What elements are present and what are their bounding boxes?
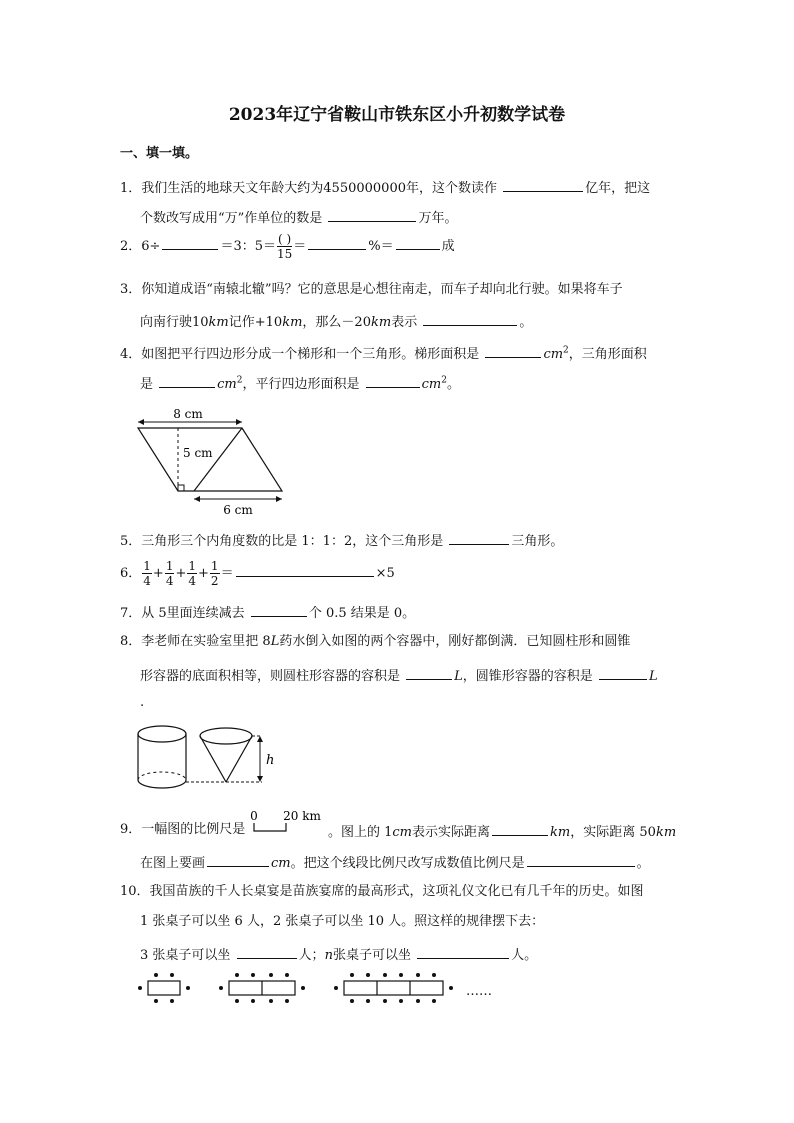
- seat-dot: [170, 999, 174, 1003]
- seat-dot: [235, 999, 239, 1003]
- q3-unit-km-3: km: [370, 315, 392, 330]
- q4-parallelogram-figure: [130, 402, 290, 518]
- q4-right-angle-mark: [178, 485, 184, 491]
- q4-unit-sup: 2: [563, 345, 569, 356]
- seat-dot: [154, 999, 158, 1003]
- q4-top-arrow-right: [236, 419, 242, 425]
- q4-blank-1[interactable]: [485, 345, 541, 358]
- seat-dot: [154, 973, 158, 977]
- q8-cylinder-bottom-back: [138, 772, 186, 780]
- q8-cylinder-bottom-front: [138, 780, 186, 788]
- q3-text-a: 你知道成语“南辕北辙”吗？它的意思是心想往南走，而车子却向北行驶。如果将车子: [141, 282, 623, 297]
- q3-text-d: ，那么－20: [302, 315, 371, 330]
- q8-text-d: ，圆锥形容器的容积是: [462, 669, 593, 684]
- q4-blank-2[interactable]: [159, 375, 215, 388]
- q8-blank-2[interactable]: [599, 667, 647, 680]
- seat-dot: [269, 999, 273, 1003]
- q9-unit-cm-2: cm: [271, 856, 291, 871]
- seat-dot: [383, 973, 387, 977]
- seat-dot: [269, 973, 273, 977]
- q6-fraction-4: [210, 560, 220, 587]
- q4-top-arrow-left: [138, 419, 144, 425]
- q8-text-a: 李老师在实验室里把 8: [141, 634, 271, 649]
- seat-dot: [186, 986, 190, 990]
- q6-number: 6．: [120, 566, 142, 581]
- seat-dot: [334, 986, 338, 990]
- q1-line2: [140, 209, 457, 225]
- q6-fraction-3-den: 4: [188, 574, 197, 588]
- q2-text-c: ＝: [293, 239, 307, 254]
- q7-text-b: 个 0.5 结果是 0。: [308, 606, 416, 621]
- q9-unit-km-2: km: [655, 825, 677, 840]
- q7-line: [120, 604, 415, 620]
- q4-bottom-arrow-left: [194, 496, 200, 502]
- seat-dot: [432, 973, 436, 977]
- q9-number: 9．: [120, 822, 142, 837]
- q4-line2: [140, 375, 460, 391]
- seat-dot: [170, 973, 174, 977]
- seat-dot: [432, 999, 436, 1003]
- q6-blank[interactable]: [236, 564, 374, 577]
- table-1: [148, 981, 180, 995]
- q6-line: [120, 560, 395, 587]
- q9-scale-label: 20 km: [283, 809, 321, 823]
- q8-h-arrow-bottom: [257, 776, 263, 782]
- q1-text-b: 亿年，把这: [585, 181, 651, 196]
- q2-number: 2．: [120, 239, 142, 254]
- q3-text-f: 。: [519, 315, 533, 330]
- q10-n: n: [324, 948, 333, 963]
- q5-text-a: 三角形三个内角度数的比是 1：1：2，这个三角形是: [141, 534, 444, 549]
- q1-blank-1[interactable]: [503, 179, 583, 192]
- q6-equals: ＝: [220, 566, 234, 581]
- q10-text-e: 张桌子可以坐: [332, 948, 411, 963]
- q4-unit-cm-3: cm: [421, 377, 442, 392]
- q9-text-d: ，实际距离 50: [570, 825, 656, 840]
- q10-one-table: [138, 973, 190, 1003]
- q9-text-f: 。把这个线段比例尺改写成数值比例尺是: [290, 856, 525, 871]
- q3-line1: [120, 283, 623, 296]
- q8-cone-top: [200, 728, 252, 744]
- q2-text-d: %＝: [368, 239, 394, 254]
- q3-blank[interactable]: [423, 313, 517, 326]
- q4-text-e: 。: [447, 377, 461, 392]
- seat-dot: [350, 973, 354, 977]
- q10-ellipsis: ……: [466, 984, 492, 999]
- q2-fraction-denominator: 15: [277, 247, 293, 261]
- q5-number: 5．: [120, 534, 142, 549]
- q6-plus-3: +: [198, 566, 209, 581]
- q6-fraction-1-den: 4: [143, 574, 151, 588]
- q9-scale-bar: [250, 808, 326, 836]
- q4-unit-sup-3: 2: [441, 375, 447, 386]
- q9-blank-2[interactable]: [207, 854, 269, 867]
- seat-dot: [416, 973, 420, 977]
- q8-text-b: 药水倒入如图的两个容器中，刚好都倒满．已知圆柱形和圆锥: [279, 634, 631, 649]
- q1-line1: [120, 179, 650, 195]
- q9-blank-3[interactable]: [527, 854, 635, 867]
- q2-fraction: [277, 233, 292, 260]
- seat-dot: [301, 986, 305, 990]
- q8-text-e: .: [140, 695, 145, 710]
- q8-containers-figure: [132, 722, 280, 794]
- q10-blank-1[interactable]: [237, 946, 297, 959]
- q6-fraction-3-num: 1: [188, 559, 197, 573]
- q6-fraction-1-num: 1: [143, 559, 151, 573]
- q4-unit-sup-2: 2: [236, 375, 243, 386]
- q4-top-label: 8 cm: [173, 407, 203, 421]
- q1-text-a: 我们生活的地球天文年龄大约为4550000000年，这个数读作: [141, 181, 497, 196]
- q10-number: 10．: [120, 884, 150, 899]
- q3-text-e: 表示: [391, 315, 418, 330]
- q9-text-e: 在图上要画: [140, 856, 206, 871]
- q10-blank-2[interactable]: [417, 946, 509, 959]
- q4-number: 4．: [120, 347, 142, 362]
- q4-text-a: 如图把平行四边形分成一个梯形和一个三角形。梯形面积是: [141, 347, 480, 362]
- q3-text-b: 向南行驶10: [140, 315, 209, 330]
- q9-scale-zero: 0: [250, 809, 258, 823]
- q9-line1-rest: [328, 823, 676, 839]
- q8-blank-1[interactable]: [406, 667, 452, 680]
- q2-text-e: 成: [441, 239, 455, 254]
- q6-plus-1: +: [152, 566, 164, 581]
- q8-line3: [140, 696, 144, 709]
- q7-number: 7．: [120, 606, 142, 621]
- q6-fraction-2: [165, 560, 175, 587]
- q8-text-c: 形容器的底面积相等，则圆柱形容器的容积是: [140, 669, 401, 684]
- seat-dot: [350, 999, 354, 1003]
- q4-blank-3[interactable]: [366, 375, 420, 388]
- q3-unit-km-2: km: [282, 315, 303, 330]
- q9-text-g: 。: [636, 856, 650, 871]
- q2-blank-1[interactable]: [162, 237, 218, 250]
- q4-text-d: ，平行四边形面积是: [242, 377, 360, 392]
- seat-dot: [251, 973, 255, 977]
- q9-unit-cm: cm: [392, 825, 413, 840]
- section-heading: 一、填一填。: [120, 146, 199, 161]
- q10-two-tables: [219, 973, 305, 1003]
- seat-dot: [285, 973, 289, 977]
- q6-fraction-3: [187, 560, 197, 587]
- q8-unit-L-2: L: [454, 669, 463, 684]
- q10-text-f: 人。: [511, 948, 538, 963]
- q4-bottom-label: 6 cm: [223, 503, 253, 517]
- seat-dot: [449, 986, 453, 990]
- q8-cylinder-top: [138, 726, 186, 742]
- seat-dot: [383, 999, 387, 1003]
- q4-text-b: ，三角形面积: [568, 347, 647, 362]
- q5-text-b: 三角形。: [511, 534, 564, 549]
- q8-h-arrow-top: [257, 736, 263, 742]
- q7-blank[interactable]: [251, 604, 307, 617]
- q3-unit-km: km: [208, 315, 229, 330]
- q1-number: 1．: [120, 181, 142, 196]
- q10-text-d: 人；: [298, 948, 325, 963]
- q10-tables-figure: [132, 970, 472, 1006]
- q4-text-c: 是: [140, 377, 154, 392]
- q4-unit-cm: cm: [543, 347, 564, 362]
- q7-text-a: 从 5里面连续减去: [141, 606, 245, 621]
- q3-number: 3．: [120, 282, 142, 297]
- seat-dot: [235, 973, 239, 977]
- q6-fraction-4-den: 2: [210, 574, 219, 588]
- q8-h-label: h: [266, 753, 275, 768]
- q2-text-b: ＝3：5＝: [220, 239, 276, 254]
- q1-blank-2[interactable]: [328, 209, 416, 222]
- page-title: 2023年辽宁省鞍山市铁东区小升初数学试卷: [228, 105, 566, 125]
- q6-plus-2: +: [175, 566, 187, 581]
- q8-line2: [140, 667, 658, 683]
- q10-line2: [140, 915, 544, 928]
- q10-text-b: 1 张桌子可以坐 6 人，2 张桌子可以坐 10 人。照这样的规律摆下去：: [140, 914, 545, 929]
- q9-line2: [140, 854, 650, 870]
- q5-blank[interactable]: [449, 532, 509, 545]
- q10-text-a: 我国苗族的千人长桌宴是苗族宴席的最高形式，这项礼仪文化已有几千年的历史。如图: [149, 884, 644, 899]
- q2-fraction-numerator[interactable]: ( ): [278, 232, 292, 246]
- q2-blank-3[interactable]: [396, 237, 440, 250]
- q6-fraction-2-num: 1: [165, 559, 174, 573]
- q10-text-c: 3 张桌子可以坐: [140, 948, 231, 963]
- q9-line1: [120, 823, 245, 836]
- seat-dot: [219, 986, 223, 990]
- seat-dot: [366, 999, 370, 1003]
- q8-unit-L-3: L: [648, 669, 658, 684]
- q9-unit-km: km: [550, 825, 571, 840]
- q8-line1: [120, 635, 630, 648]
- q8-unit-L: L: [270, 634, 280, 649]
- seat-dot: [138, 986, 142, 990]
- seat-dot: [399, 973, 403, 977]
- seat-dot: [251, 999, 255, 1003]
- q4-unit-cm-2: cm: [217, 377, 237, 392]
- q10-three-tables: [334, 973, 453, 1003]
- q6-fraction-1: [142, 560, 152, 587]
- tables-3: [344, 981, 443, 995]
- seat-dot: [285, 999, 289, 1003]
- q6-tail: ×5: [375, 566, 395, 581]
- q8-number: 8．: [120, 634, 142, 649]
- q9-blank-1[interactable]: [492, 823, 548, 836]
- q10-line1: [120, 885, 644, 898]
- q4-bottom-arrow-right: [276, 496, 282, 502]
- q9-text-c: 表示实际距离: [412, 825, 491, 840]
- q2-text-a: 6÷: [141, 239, 161, 254]
- q6-fraction-4-num: 1: [210, 559, 219, 573]
- seat-dot: [399, 999, 403, 1003]
- q10-line3: [140, 946, 537, 962]
- q1-text-d: 万年。: [418, 211, 458, 226]
- q9-text-b: 。图上的 1: [328, 825, 393, 840]
- q3-line2: [140, 313, 532, 329]
- q2-line: [120, 233, 455, 260]
- q2-blank-2[interactable]: [308, 237, 366, 250]
- q6-fraction-2-den: 4: [165, 574, 174, 588]
- q1-text-c: 个数改写成用“万”作单位的数是: [140, 211, 323, 226]
- q5-line: [120, 532, 563, 548]
- q3-text-c: 记作+10: [228, 315, 283, 330]
- q4-line1: [120, 345, 647, 361]
- seat-dot: [416, 999, 420, 1003]
- seat-dot: [366, 973, 370, 977]
- q9-text-a: 一幅图的比例尺是: [141, 822, 246, 837]
- q9-scale-segment: [254, 823, 286, 831]
- q4-height-label: 5 cm: [183, 446, 213, 460]
